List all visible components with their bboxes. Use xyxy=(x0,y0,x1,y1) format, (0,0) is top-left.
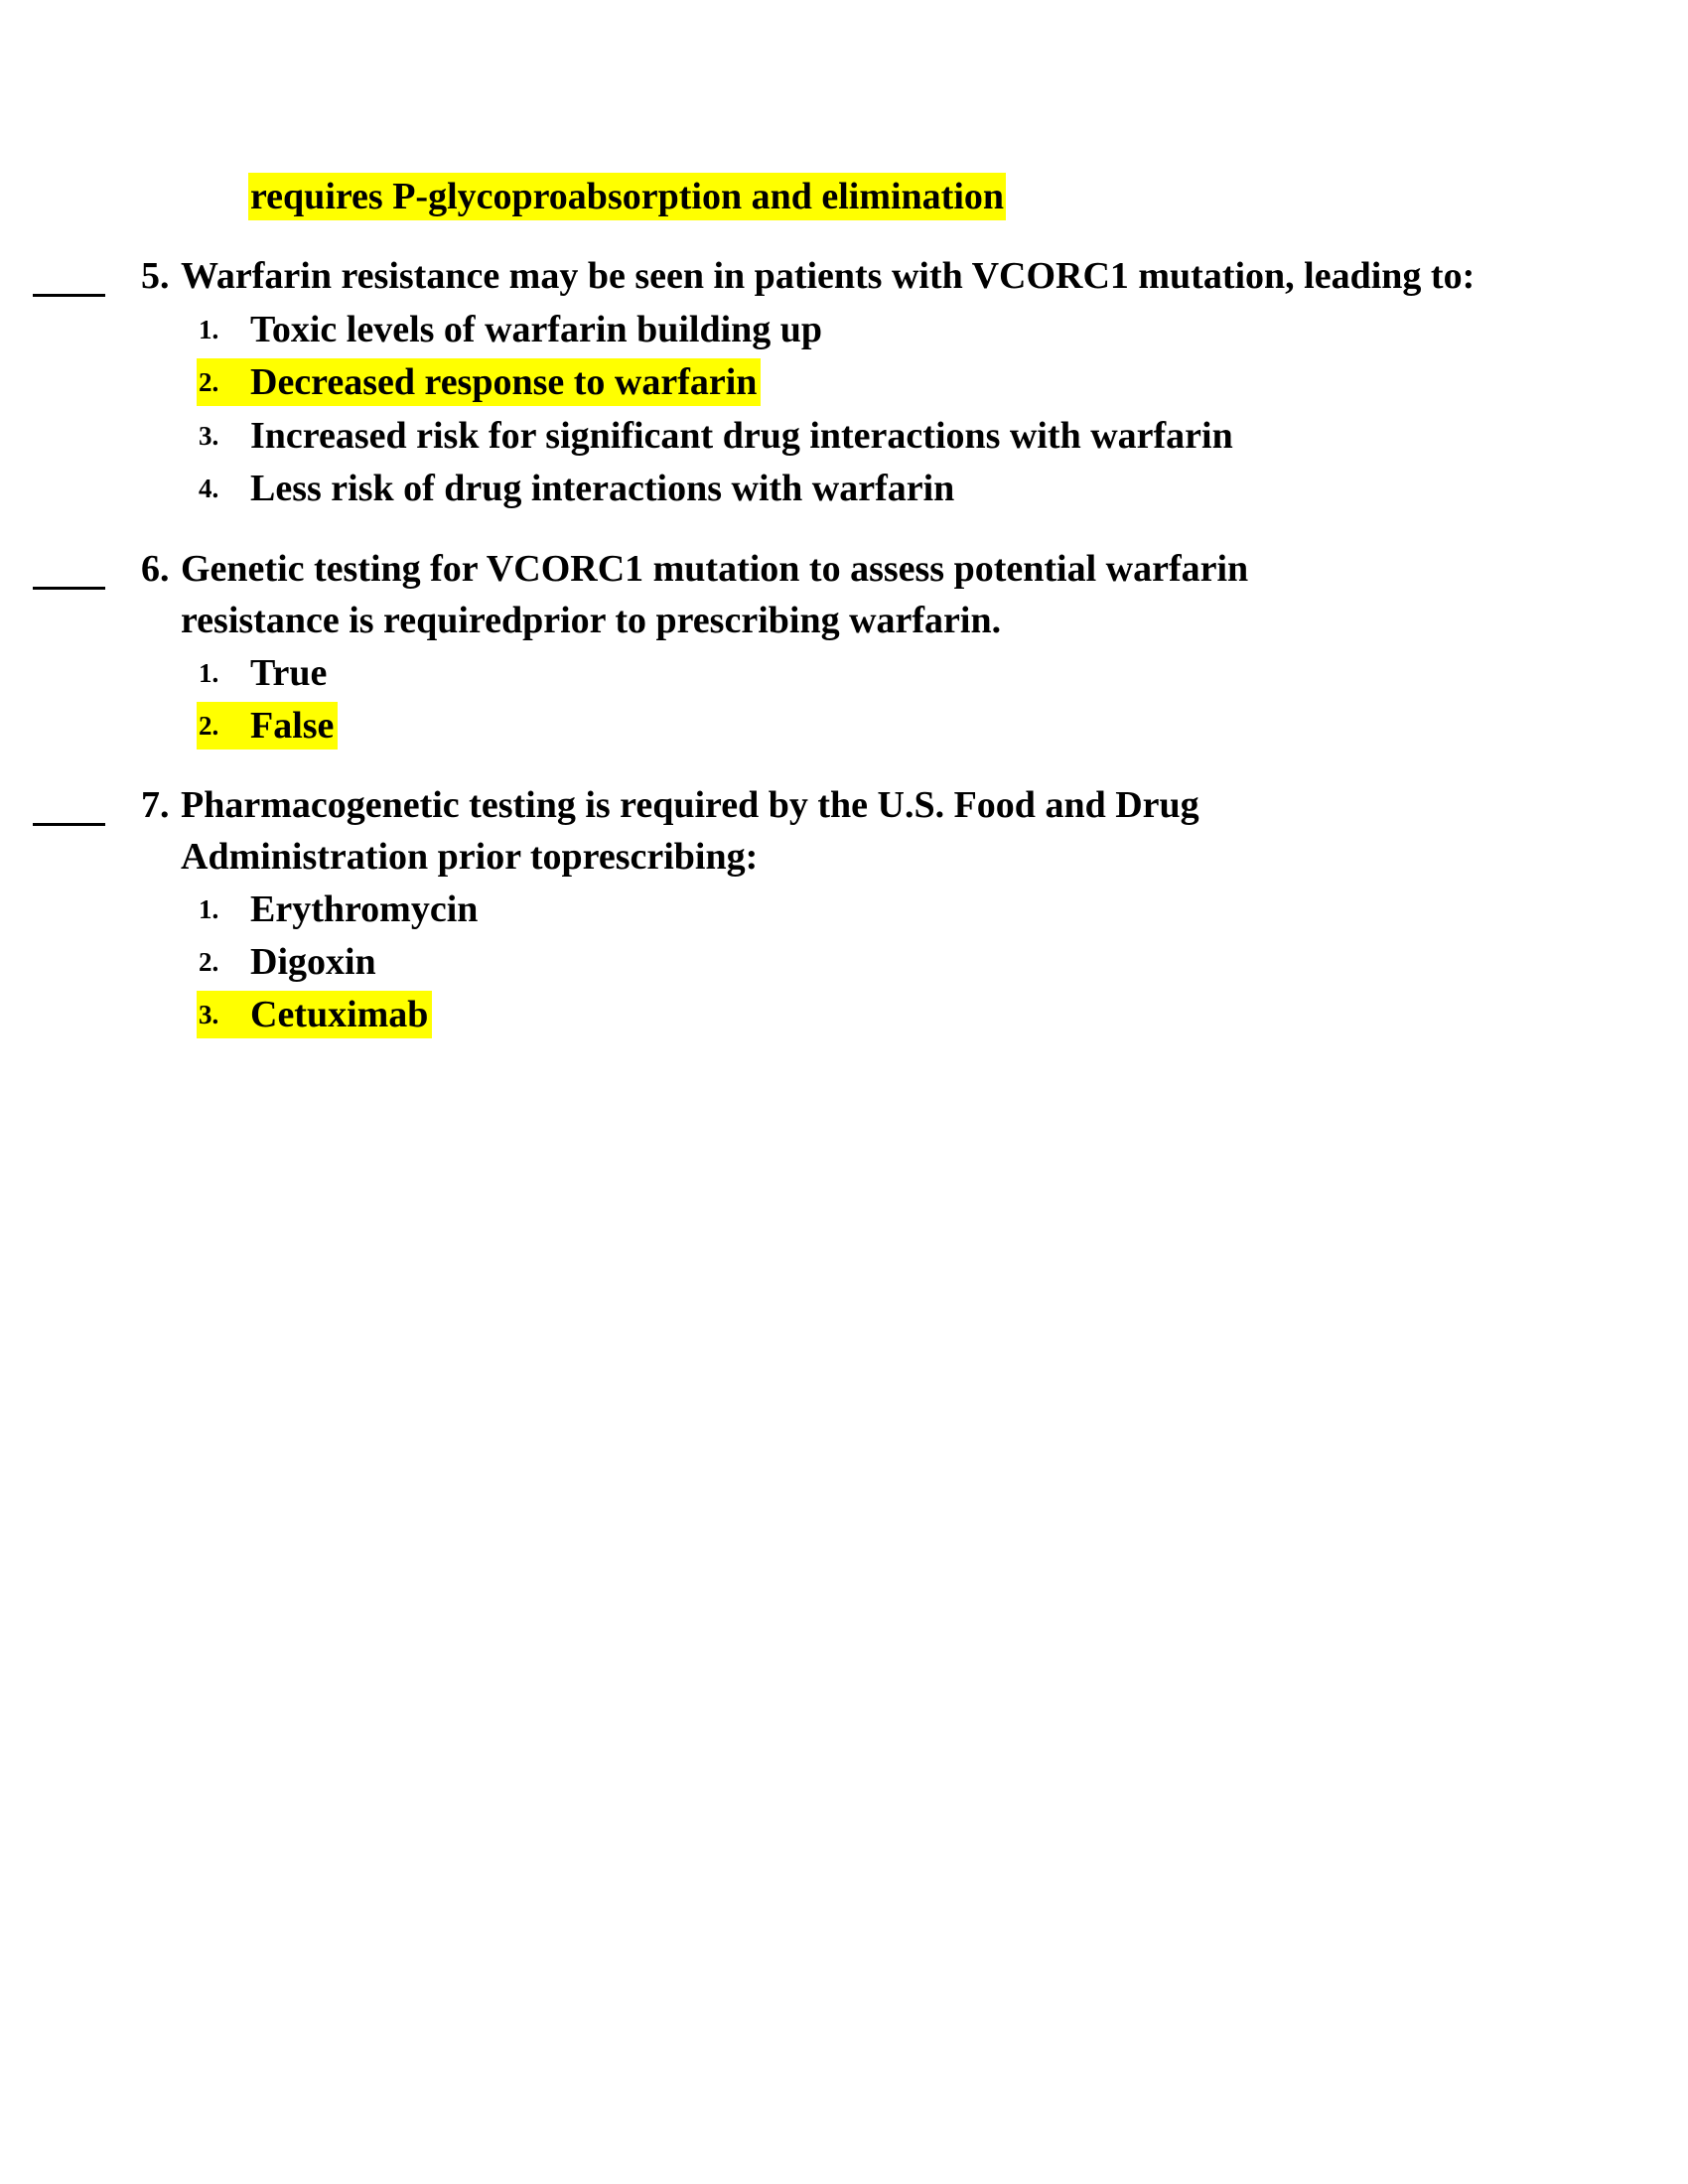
option-text: Digoxin xyxy=(250,941,376,983)
question-5-option-2 xyxy=(197,358,761,406)
option-number: 4. xyxy=(199,474,219,503)
question-7-option-2 xyxy=(197,938,380,986)
question-number: 6. xyxy=(141,548,170,590)
question-5-text xyxy=(141,250,1475,302)
question-line-2: Administration prior toprescribing: xyxy=(181,836,759,878)
option-number: 3. xyxy=(199,421,219,451)
question-line-2: resistance is requiredprior to prescribing warfarin. xyxy=(181,600,1002,641)
option-text: Toxic levels of warfarin building up xyxy=(250,309,823,350)
question-number: 5. xyxy=(141,255,170,297)
question-5-option-3 xyxy=(197,412,1237,460)
question-7-text xyxy=(141,779,1199,883)
option-number: 1. xyxy=(199,894,219,924)
option-number: 1. xyxy=(199,315,219,344)
option-number: 1. xyxy=(199,658,219,688)
question-line-1: Pharmacogenetic testing is required by the U.S. Food and Drug xyxy=(181,784,1199,826)
question-line-1: Genetic testing for VCORC1 mutation to assess potential warfarin xyxy=(181,548,1249,590)
option-number: 2. xyxy=(199,367,219,397)
option-text: False xyxy=(250,705,335,747)
answer-blank-5[interactable] xyxy=(33,294,105,297)
option-number: 2. xyxy=(199,947,219,977)
question-6-option-1 xyxy=(197,649,331,697)
option-text: True xyxy=(250,652,328,694)
question-7-option-3 xyxy=(197,991,432,1038)
option-number: 2. xyxy=(199,711,219,741)
question-5-option-1 xyxy=(197,306,826,353)
option-text: Less risk of drug interactions with warfarin xyxy=(250,468,955,509)
option-text: Erythromycin xyxy=(250,888,479,930)
answer-blank-7[interactable] xyxy=(33,823,105,826)
option-number: 3. xyxy=(199,1000,219,1029)
question-5-option-4 xyxy=(197,465,958,512)
continuation-text: requires P-glycoproabsorption and elimination xyxy=(248,173,1006,220)
question-line-1: Warfarin resistance may be seen in patients with VCORC1 mutation, leading to: xyxy=(181,255,1476,297)
answer-blank-6[interactable] xyxy=(33,587,105,590)
question-6-text xyxy=(141,543,1248,646)
question-7-option-1 xyxy=(197,886,482,933)
option-text: Increased risk for significant drug interactions with warfarin xyxy=(250,415,1233,457)
question-6-option-2 xyxy=(197,702,338,750)
question-number: 7. xyxy=(141,784,170,826)
option-text: Decreased response to warfarin xyxy=(250,361,758,403)
option-text: Cetuximab xyxy=(250,994,429,1035)
